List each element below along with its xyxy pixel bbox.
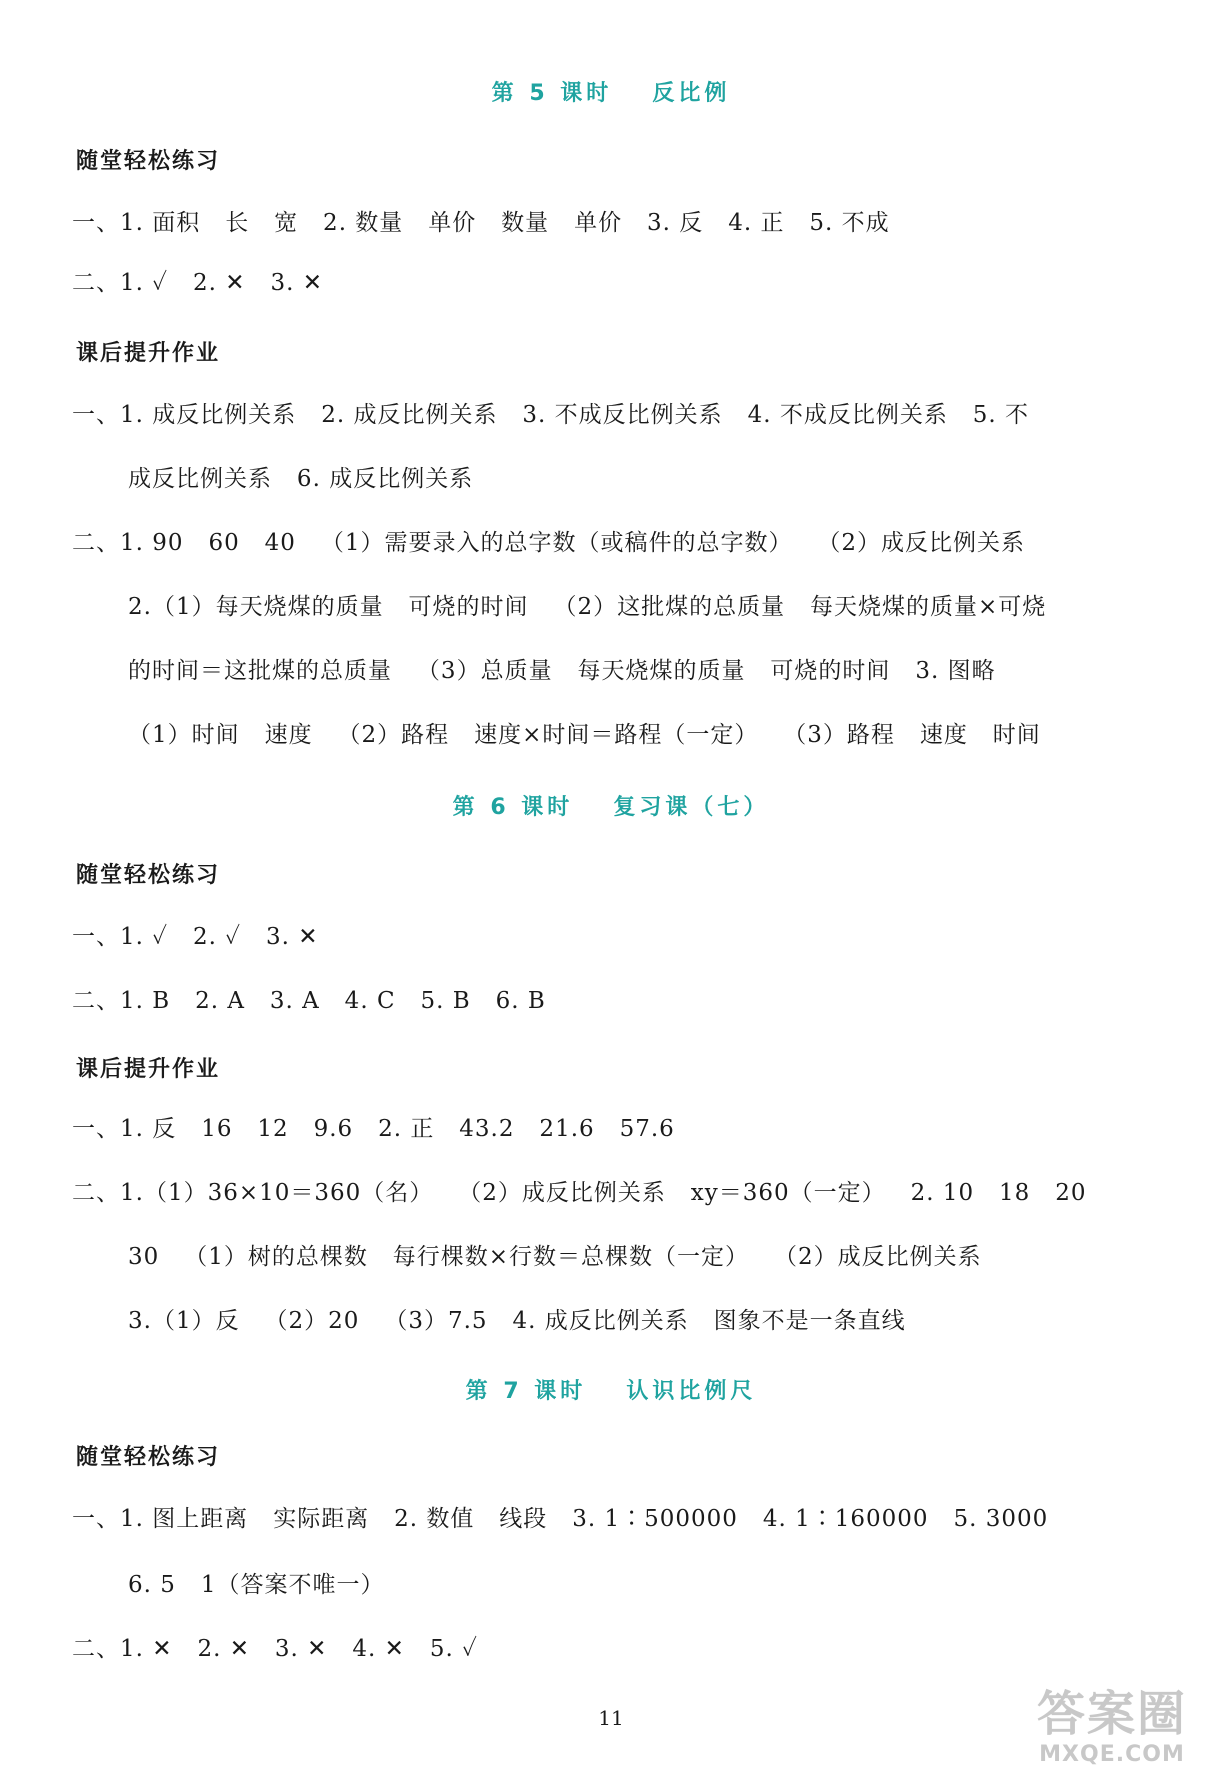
lesson-name: 反比例 [652,81,731,106]
answer-line: 的时间＝这批煤的总质量 （3）总质量 每天烧煤的质量 可烧的时间 3. 图略 [128,658,996,684]
answer-line: 一、1. 图上距离 实际距离 2. 数值 线段 3. 1∶500000 4. 1∶160000 5. 3000 [72,1506,1049,1532]
answer-line: 二、1. ✕ 2. ✕ 3. ✕ 4. ✕ 5. ✓ [72,1636,478,1662]
answer-line: 成反比例关系 6. 成反比例关系 [128,466,474,492]
answer-line: 二、1. ✓ 2. ✕ 3. ✕ [72,270,324,296]
lesson-name: 复习课（七） [613,795,770,820]
answer-line: 一、1. 反 16 12 9.6 2. 正 43.2 21.6 57.6 [72,1116,675,1142]
section-title-lesson-5 [0,76,1222,107]
section-title-lesson-6 [0,790,1222,821]
answer-line: 3.（1）反 （2）20 （3）7.5 4. 成反比例关系 图象不是一条直线 [128,1308,906,1334]
page-number: 11 [598,1706,624,1730]
lesson-number: 第 7 课时 [465,1379,587,1404]
answer-line: 二、1. B 2. A 3. A 4. C 5. B 6. B [72,988,546,1014]
answer-line: 2.（1）每天烧煤的质量 可烧的时间 （2）这批煤的总质量 每天烧煤的质量×可烧 [128,594,1047,620]
homework-heading: 课后提升作业 [76,1057,221,1082]
answer-line: （1）时间 速度 （2）路程 速度×时间＝路程（一定） （3）路程 速度 时间 [128,722,1041,748]
watermark-mark: 答案圈 [1036,1686,1187,1742]
answer-line: 二、1. 90 60 40 （1）需要录入的总字数（或稿件的总字数） （2）成反比例关系 [72,530,1026,556]
section-title-lesson-7 [0,1374,1222,1405]
lesson-number: 第 5 课时 [491,81,613,106]
answer-line: 6. 5 1（答案不唯一） [128,1572,385,1598]
watermark-logo [1022,1686,1202,1786]
answer-line: 30 （1）树的总棵数 每行棵数×行数＝总棵数（一定） （2）成反比例关系 [128,1244,982,1270]
answer-line: 一、1. ✓ 2. ✓ 3. ✕ [72,924,319,950]
answer-line: 一、1. 成反比例关系 2. 成反比例关系 3. 不成反比例关系 4. 不成反比例关系 5. 不 [72,402,1030,428]
answer-line: 二、1.（1）36×10＝360（名） （2）成反比例关系 xy＝360（一定） 2. 10 18 20 [72,1180,1087,1206]
watermark-url: MXQE.COM [1039,1742,1185,1767]
practice-heading: 随堂轻松练习 [76,863,221,888]
lesson-name: 认识比例尺 [626,1379,757,1404]
practice-heading: 随堂轻松练习 [76,1445,221,1470]
lesson-number: 第 6 课时 [452,795,574,820]
answer-line: 一、1. 面积 长 宽 2. 数量 单价 数量 单价 3. 反 4. 正 5. 不成 [72,210,890,236]
homework-heading: 课后提升作业 [76,341,221,366]
practice-heading: 随堂轻松练习 [76,149,221,174]
